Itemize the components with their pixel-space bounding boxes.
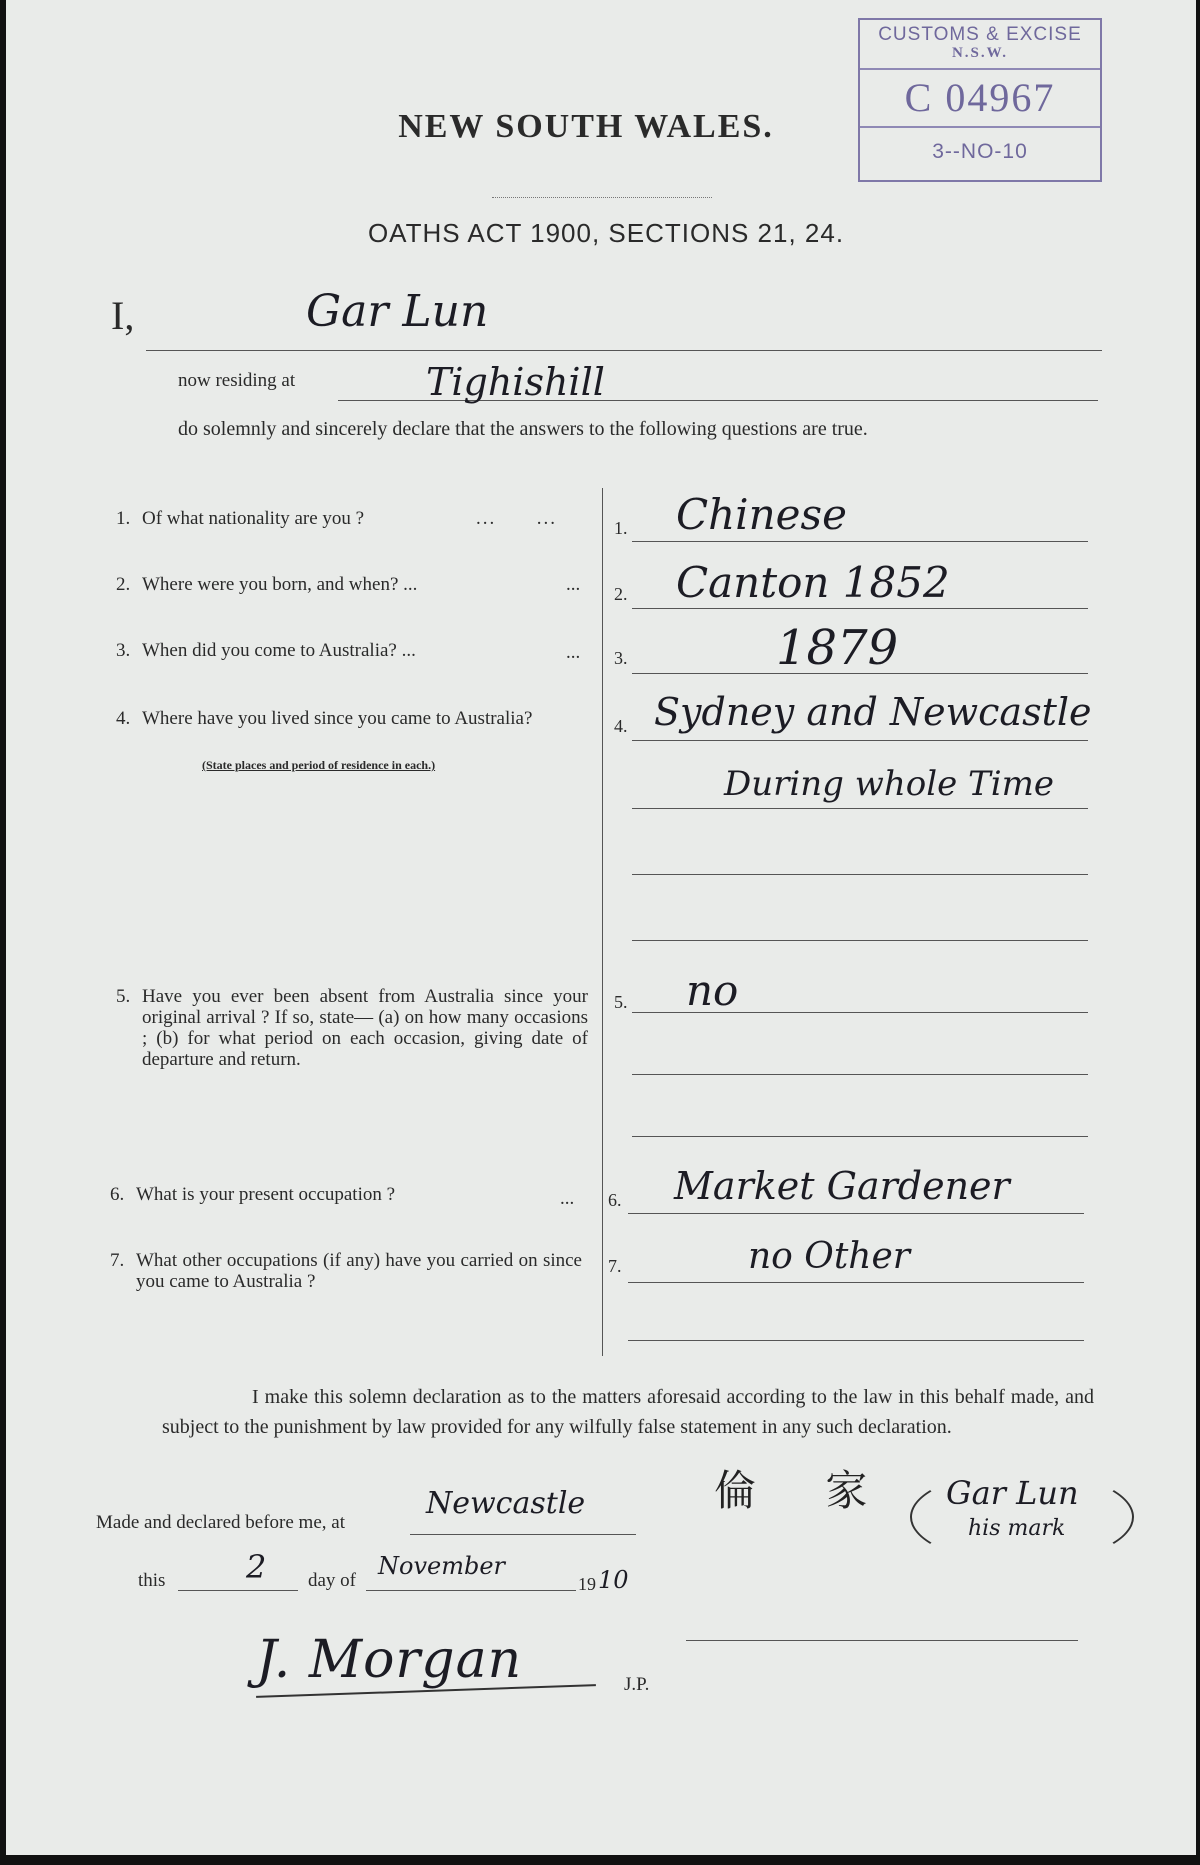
stamp-date: 3--NO-10 [932, 140, 1028, 163]
a3-num: 3. [614, 648, 628, 668]
a5-num: 5. [614, 992, 628, 1012]
stamp-line2: N.S.W. [951, 45, 1009, 61]
answer-5: no [686, 966, 739, 1015]
made-before-label: Made and declared before me, at [96, 1512, 345, 1533]
date-month: November [378, 1552, 506, 1580]
page-title: NEW SOUTH WALES. [398, 108, 774, 145]
residing-label: now residing at [178, 370, 296, 391]
stamp-line1: CUSTOMS & EXCISE [878, 24, 1082, 45]
title-rule [492, 197, 712, 198]
declarant-mark: his mark [968, 1516, 1066, 1541]
column-divider [602, 488, 603, 1356]
declarant-name: Gar Lun [306, 286, 489, 337]
date-year-prefix: 19 [578, 1574, 596, 1594]
declarant-signature: Gar Lun [946, 1474, 1079, 1512]
answer-7: no Other [748, 1236, 910, 1277]
chinese-characters: 倫 家 [714, 1466, 896, 1515]
customs-stamp [858, 18, 1102, 182]
q2-num: 2. [116, 574, 131, 595]
a4-num: 4. [614, 716, 628, 736]
page-subtitle: OATHS ACT 1900, SECTIONS 21, 24. [367, 218, 845, 248]
date-day: 2 [246, 1548, 267, 1586]
q6-text: What is your present occupation ? [136, 1184, 396, 1205]
q3-text: When did you come to Australia? ... [142, 640, 416, 661]
q1-num: 1. [116, 508, 131, 529]
q3-num: 3. [116, 640, 131, 661]
q3-dots: ... [566, 642, 581, 663]
residence-value: Tighishill [426, 360, 605, 404]
a7-num: 7. [608, 1256, 622, 1276]
intro-text: do solemnly and sincerely declare that the answers to the following questions are true. [178, 418, 868, 440]
answer-6: Market Gardener [674, 1164, 1010, 1208]
q2-dots: ... [566, 574, 581, 595]
q7-text: What other occupations (if any) have you carried on since you came to Australia ? [136, 1250, 582, 1292]
answer-4-continued: During whole Time [724, 764, 1054, 804]
jp-signature: J. Morgan [256, 1630, 523, 1690]
q1-text: Of what nationality are you ? [142, 508, 365, 529]
stamp-number: C 04967 [904, 75, 1056, 120]
q2-text: Where were you born, and when? ... [142, 574, 418, 595]
q1-dots: ... ... [476, 508, 557, 529]
q4-text: Where have you lived since you came to Australia? [142, 708, 533, 729]
answer-1: Chinese [676, 490, 847, 539]
a6-num: 6. [608, 1190, 622, 1210]
q6-dots: ... [560, 1188, 575, 1209]
jp-suffix: J.P. [624, 1674, 650, 1695]
answer-4: Sydney and Newcastle [654, 690, 1092, 734]
q5-text: Have you ever been absent from Australia since your original arrival ? If so, state— (a) on how many occasions ; (b) for what period on each occasion, giving date of departure and return. [142, 986, 588, 1070]
a1-num: 1. [614, 518, 628, 538]
answer-2: Canton 1852 [676, 558, 950, 607]
q6-num: 6. [110, 1184, 125, 1205]
date-this: this [138, 1570, 166, 1591]
declaration-form [6, 0, 1196, 1855]
q5-num: 5. [116, 986, 131, 1007]
declarant-prefix: I, [111, 293, 135, 338]
q4-num: 4. [116, 708, 131, 729]
declaration-text: I make this solemn declaration as to the matters aforesaid according to the law in this behalf made, and subject to the punishment by law provided for any wilfully false statement in any such declaration. [162, 1386, 1094, 1438]
answer-3: 1879 [776, 620, 899, 676]
q4-note: (State places and period of residence in each.) [202, 758, 436, 772]
a2-num: 2. [614, 584, 628, 604]
date-year: 10 [598, 1566, 629, 1594]
date-day-of: day of [308, 1570, 357, 1591]
declaration-place: Newcastle [426, 1486, 586, 1521]
q7-num: 7. [110, 1250, 125, 1271]
